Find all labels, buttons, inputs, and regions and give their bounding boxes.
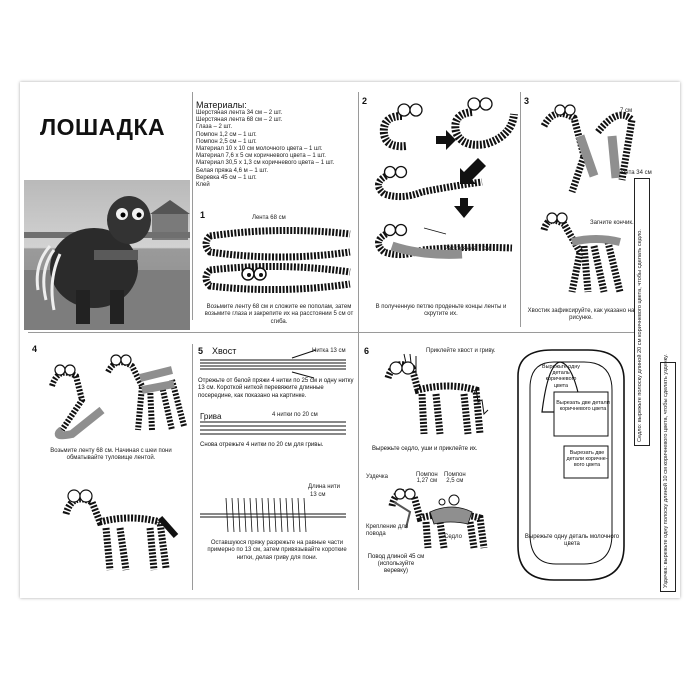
step1-caption: Возьмите ленту 68 см и сложите ее пополам, затем возьмите глаза и закрепите их на расстоянии 5 см от сгиба.	[204, 304, 354, 325]
step3-caption: Хвостик зафиксируйте, как указано на рисунке.	[527, 308, 635, 322]
length-value: 13 см	[310, 492, 326, 498]
step3-illustration	[524, 96, 634, 296]
tail-heading: Хвост	[212, 346, 237, 356]
bridle-strip-text: Уздечка: вырежьте одну полоску длиной 10 см коричневого цвета, чтобы сделать уздечку.	[663, 354, 669, 588]
step2-caption: В полученную петлю проденьте концы ленты и скрутите их.	[375, 304, 507, 318]
step1-illustration	[200, 222, 356, 292]
attach-label: Приклейте хвост и гриву.	[426, 348, 496, 354]
material-item: Материал 10 х 10 см молочного цвета – 1 шт.	[196, 146, 323, 153]
materials-list	[196, 100, 356, 189]
divider	[358, 92, 359, 590]
divider	[192, 344, 193, 590]
mane-cut-caption: Оставшуюся пряжу разрежьте на равные части примерно по 13 см, затем привязывайте короткие нитки, делая гриву для пони.	[207, 540, 347, 561]
bridle-label: Уздечка	[366, 474, 388, 480]
step-number: 5	[198, 346, 204, 356]
material-item: Глаза – 2 шт.	[196, 124, 233, 131]
photo-image	[24, 180, 190, 330]
template-label: Вырежьте одну деталь коричневого цвета	[542, 364, 580, 389]
pompon-large-name: Помпон	[444, 472, 466, 478]
mane-heading: Грива	[200, 412, 222, 421]
material-item: Веревка 45 см – 1 шт.	[196, 174, 257, 181]
length-label: 7 см	[620, 108, 633, 114]
material-item: Клей	[196, 182, 210, 189]
tail-caption: Отрежьте от белой пряжи 4 нитки по 25 см и одну нитку 13 см. Короткой ниткой перевяжите длинные посередине, как показано на картинке.	[198, 378, 354, 399]
step-number: 2	[362, 96, 368, 106]
pompon-small-size: 1,27 см	[416, 478, 438, 484]
thread-label: Нитка 13 см	[312, 348, 346, 354]
step-number: 3	[524, 96, 530, 106]
saddle-label: Седло	[444, 534, 462, 540]
fold-label: Загните кончик.	[590, 220, 634, 226]
step-number: 1	[200, 210, 206, 220]
material-item: Шерстяная лента 34 см – 2 шт.	[196, 110, 283, 116]
length-label: Длина нити	[308, 484, 340, 490]
mane-yarn	[196, 418, 356, 438]
material-item: Белая пряжа 4,6 м – 1 шт.	[196, 167, 268, 174]
pompon-large-size: 2,5 см	[446, 478, 464, 484]
tape-label: Лента 68 см	[252, 215, 286, 221]
divider	[192, 92, 193, 320]
tail-yarn	[196, 352, 356, 378]
step4-result	[50, 478, 180, 578]
mane-caption: Снова отрежьте 4 нитки по 20 см для гривы.	[200, 442, 324, 448]
step-number: 6	[364, 346, 370, 356]
tape34-label: Лента 34 см	[618, 170, 652, 176]
threads-label: 4 нитки по 20 см	[272, 412, 318, 418]
step-number: 4	[32, 344, 38, 354]
mount-label: Крепление для повода	[366, 524, 409, 537]
step2-illustration	[362, 96, 518, 296]
rein-label: Повод длиной 45 см (используйте веревку)	[367, 554, 425, 574]
template-label: Вырезать две детали коричне-вого цвета	[566, 450, 608, 469]
material-item: Материал 30,5 х 1,3 см коричневого цвета – 1 шт.	[196, 160, 335, 167]
step6-illustration	[364, 348, 504, 438]
template-label: Вырежьте одну деталь молочного цвета	[524, 534, 620, 547]
divider	[520, 92, 521, 327]
pony-photo	[24, 180, 190, 330]
material-item: Помпон 1,2 см – 1 шт.	[196, 131, 257, 138]
divider	[28, 332, 638, 333]
material-item: Материал 7,6 х 5 см коричневого цвета – 1 шт.	[196, 153, 326, 160]
instruction-sheet	[20, 82, 680, 598]
step4-caption: Возьмите ленту 68 см. Начиная с шеи пони обматывайте туловище лентой.	[50, 448, 172, 462]
materials-heading: Материалы:	[196, 100, 247, 110]
step6-result	[370, 482, 510, 552]
step6-caption: Вырежьте седло, уши и приклейте их.	[372, 446, 478, 452]
saddle-strip-text: Седло: вырежьте полоску длиной 20 см коричневого цвета, чтобы сделать седло.	[637, 229, 643, 442]
step4-illustration	[32, 350, 188, 440]
distance-label: Расстояние 7 см	[444, 246, 491, 252]
pompon-small-name: Помпон	[416, 472, 438, 478]
template-label: Вырезать две детали коричневого цвета	[556, 400, 610, 413]
material-item: Помпон 2,5 см – 1 шт.	[196, 138, 257, 145]
page-title: ЛОШАДКА	[40, 114, 166, 140]
mane-fringe	[196, 494, 356, 534]
material-item: Шерстяная лента 68 см – 2 шт.	[196, 117, 283, 124]
